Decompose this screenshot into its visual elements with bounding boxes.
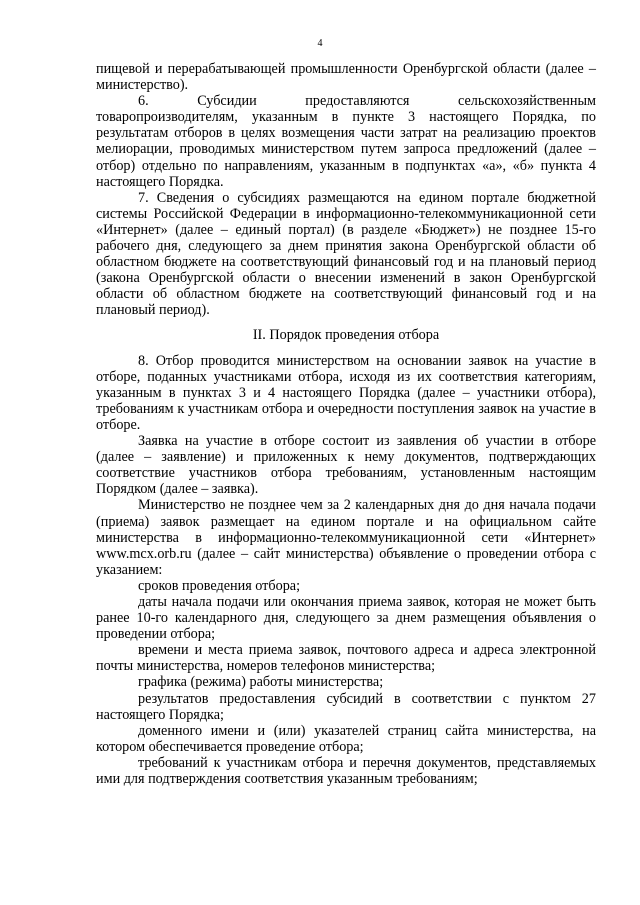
list-item: требований к участникам отбора и перечня документов, представляемых ими для подтверждения соответствия указанным требованиям; — [96, 754, 596, 788]
list-item: даты начала подачи или окончания приема заявок, которая не может быть ранее 10-го календарного дня, следующего за днем размещения объявления о проведении отбора; — [96, 594, 596, 643]
page-number: 4 — [317, 38, 323, 49]
paragraph-item-7: 7. Сведения о субсидиях размещаются на едином портале бюджетной системы Российской Федерации в информационно-телекоммуникационной сети «Интернет» (далее – единый портал) (в разделе «Бюджет») не позднее 15-го рабочего дня, следующего за днем принятия закона Оренбургской области об областном бюджете на соответствующий финансовый год и на плановый период (закона Оренбургской области о внесении изменений в закон Оренбургской области об областном бюджете на соответствующий финансовый год и на плановый период). — [96, 189, 596, 319]
list-item: результатов предоставления субсидий в соответствии с пунктом 27 настоящего Порядка; — [96, 690, 596, 723]
paragraph-item-8: 8. Отбор проводится министерством на основании заявок на участие в отборе, поданных участниками отбора, исходя из их соответствия категориям, указанным в пунктах 3 и 4 настоящего Порядка (далее – участники отбора), требованиям к участникам отбора и очередности поступления заявок на участие в отборе. — [96, 352, 596, 433]
document-body — [96, 61, 596, 787]
list-item: времени и места приема заявок, почтового адреса и адреса электронной почты министерства, номеров телефонов министерства; — [96, 642, 596, 675]
list-item: графика (режима) работы министерства; — [138, 674, 384, 691]
paragraph-announcement: Министерство не позднее чем за 2 календарных дня до дня начала подачи (приема) заявок размещает на едином портале и на официальном сайте министерства в информационно-телекоммуникационной сети «Интернет» www.mcx.orb.ru (далее – сайт министерства) объявление о проведении отбора с указанием: — [96, 497, 596, 578]
section-heading: II. Порядок проведения отбора — [252, 326, 440, 343]
paragraph-application: Заявка на участие в отборе состоит из заявления об участии в отборе (далее – заявление) и приложенных к нему документов, подтверждающих соответствие участников отбора требованиям, установленным настоящим Порядком (далее – заявка). — [96, 433, 596, 498]
list-item: доменного имени и (или) указателей страниц сайта министерства, на котором обеспечивается проведение отбора; — [96, 722, 596, 755]
paragraph-item-6: 6. Субсидии предоставляются сельскохозяйственным товаропроизводителям, указанным в пункте 3 настоящего Порядка, по результатам отборов в целях возмещения части затрат на реализацию проектов мелиорации, проводимых министерством путем запроса предложений (далее – отбор) отдельно по направлениям, указанным в подпунктах «а», «б» пункта 4 настоящего Порядка. — [96, 93, 596, 190]
paragraph-continuation: пищевой и перерабатывающей промышленности Оренбургской области (далее – министерство). — [96, 61, 596, 94]
list-item: сроков проведения отбора; — [138, 577, 301, 594]
